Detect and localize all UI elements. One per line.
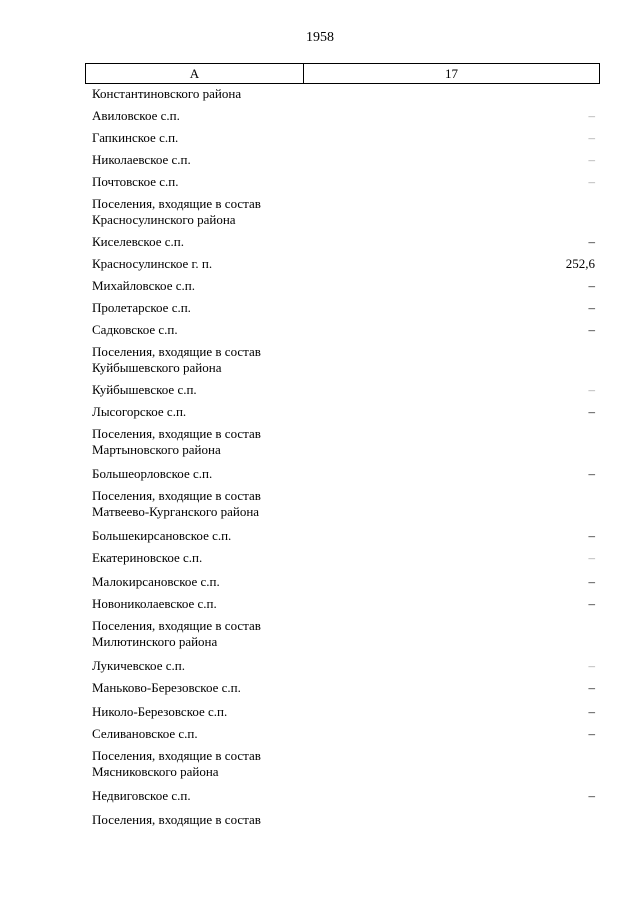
table-row [92, 234, 595, 250]
row-label: Новониколаевское с.п. [92, 596, 217, 611]
row-label: Екатериновское с.п. [92, 550, 203, 565]
table-row [92, 322, 595, 338]
column-header-17: 17 [445, 65, 458, 81]
row-label: Пролетарское с.п. [92, 300, 191, 315]
table-row [92, 634, 595, 650]
row-label: Авиловское с.п. [92, 108, 180, 123]
row-label: Гапкинское с.п. [92, 130, 179, 145]
row-value: 252,6 [565, 256, 595, 271]
row-value: – [588, 322, 595, 337]
row-value: – [588, 574, 595, 589]
row-label: Поселения, входящие в состав [92, 488, 261, 503]
table-row [92, 300, 595, 316]
table-row [92, 212, 595, 228]
row-value: – [588, 658, 595, 673]
table-row [92, 788, 595, 804]
table-row [92, 528, 595, 544]
table-row [92, 360, 595, 376]
row-label: Мясниковского района [92, 764, 219, 779]
row-label: Поселения, входящие в состав [92, 812, 261, 827]
row-value: – [588, 528, 595, 543]
table-row [92, 658, 595, 674]
table-row [92, 488, 595, 504]
row-label: Красносулинского района [92, 212, 236, 227]
row-label: Лукичевское с.п. [92, 658, 185, 673]
table-row [92, 426, 595, 442]
table-row [92, 748, 595, 764]
table-row [92, 174, 595, 190]
column-header-a: А [86, 64, 304, 83]
table-row [92, 466, 595, 482]
row-label: Матвеево-Курганского района [92, 504, 260, 519]
row-label: Большекирсановское с.п. [92, 528, 232, 543]
row-label: Мартыновского района [92, 442, 221, 457]
table-row [92, 382, 595, 398]
row-value: – [588, 174, 595, 189]
row-value: – [588, 382, 595, 397]
row-label: Красносулинское г. п. [92, 256, 213, 271]
table-row [92, 108, 595, 124]
row-value: – [588, 278, 595, 293]
table-row [92, 704, 595, 720]
row-value: – [588, 300, 595, 315]
table-row [92, 812, 595, 828]
row-label: Николо-Березовское с.п. [92, 704, 228, 719]
row-label: Поселения, входящие в состав [92, 748, 261, 763]
table-row [92, 764, 595, 780]
table-row [92, 618, 595, 634]
row-label: Почтовское с.п. [92, 174, 179, 189]
row-label: Куйбышевское с.п. [92, 382, 197, 397]
table-row [92, 86, 595, 102]
table-header [85, 63, 600, 84]
row-label: Поселения, входящие в состав [92, 426, 261, 441]
table-row [92, 550, 595, 566]
row-value: – [588, 130, 595, 145]
row-label: Малокирсановское с.п. [92, 574, 220, 589]
row-value: – [588, 152, 595, 167]
row-label: Маньково-Березовское с.п. [92, 680, 241, 695]
row-label: Поселения, входящие в состав [92, 196, 261, 211]
row-value: – [588, 404, 595, 419]
row-value: – [588, 680, 595, 695]
row-value: – [588, 108, 595, 123]
table-row [92, 680, 595, 696]
row-label: Киселевское с.п. [92, 234, 184, 249]
row-value: – [588, 234, 595, 249]
row-value: – [588, 550, 595, 565]
row-label: Михайловское с.п. [92, 278, 195, 293]
row-label: Куйбышевского района [92, 360, 222, 375]
row-value: – [588, 704, 595, 719]
table-row [92, 152, 595, 168]
table-row [92, 256, 595, 272]
page-number: 1958 [306, 30, 334, 45]
row-label: Поселения, входящие в состав [92, 618, 261, 633]
row-label: Большеорловское с.п. [92, 466, 213, 481]
table-row [92, 504, 595, 520]
row-label: Недвиговское с.п. [92, 788, 191, 803]
row-label: Поселения, входящие в состав [92, 344, 261, 359]
table-row [92, 596, 595, 612]
table-row [92, 726, 595, 742]
row-label: Николаевское с.п. [92, 152, 191, 167]
row-value: – [588, 726, 595, 741]
row-label: Лысогорское с.п. [92, 404, 187, 419]
table-row [92, 278, 595, 294]
table-row [92, 196, 595, 212]
row-value: – [588, 466, 595, 481]
table-row [92, 344, 595, 360]
table-row [92, 404, 595, 420]
row-label: Селивановское с.п. [92, 726, 198, 741]
row-label: Милютинского района [92, 634, 218, 649]
row-value: – [588, 596, 595, 611]
table-row [92, 574, 595, 590]
row-value: – [588, 788, 595, 803]
row-label: Константиновского района [92, 86, 242, 101]
table-row [92, 442, 595, 458]
table-row [92, 130, 595, 146]
row-label: Садковское с.п. [92, 322, 178, 337]
